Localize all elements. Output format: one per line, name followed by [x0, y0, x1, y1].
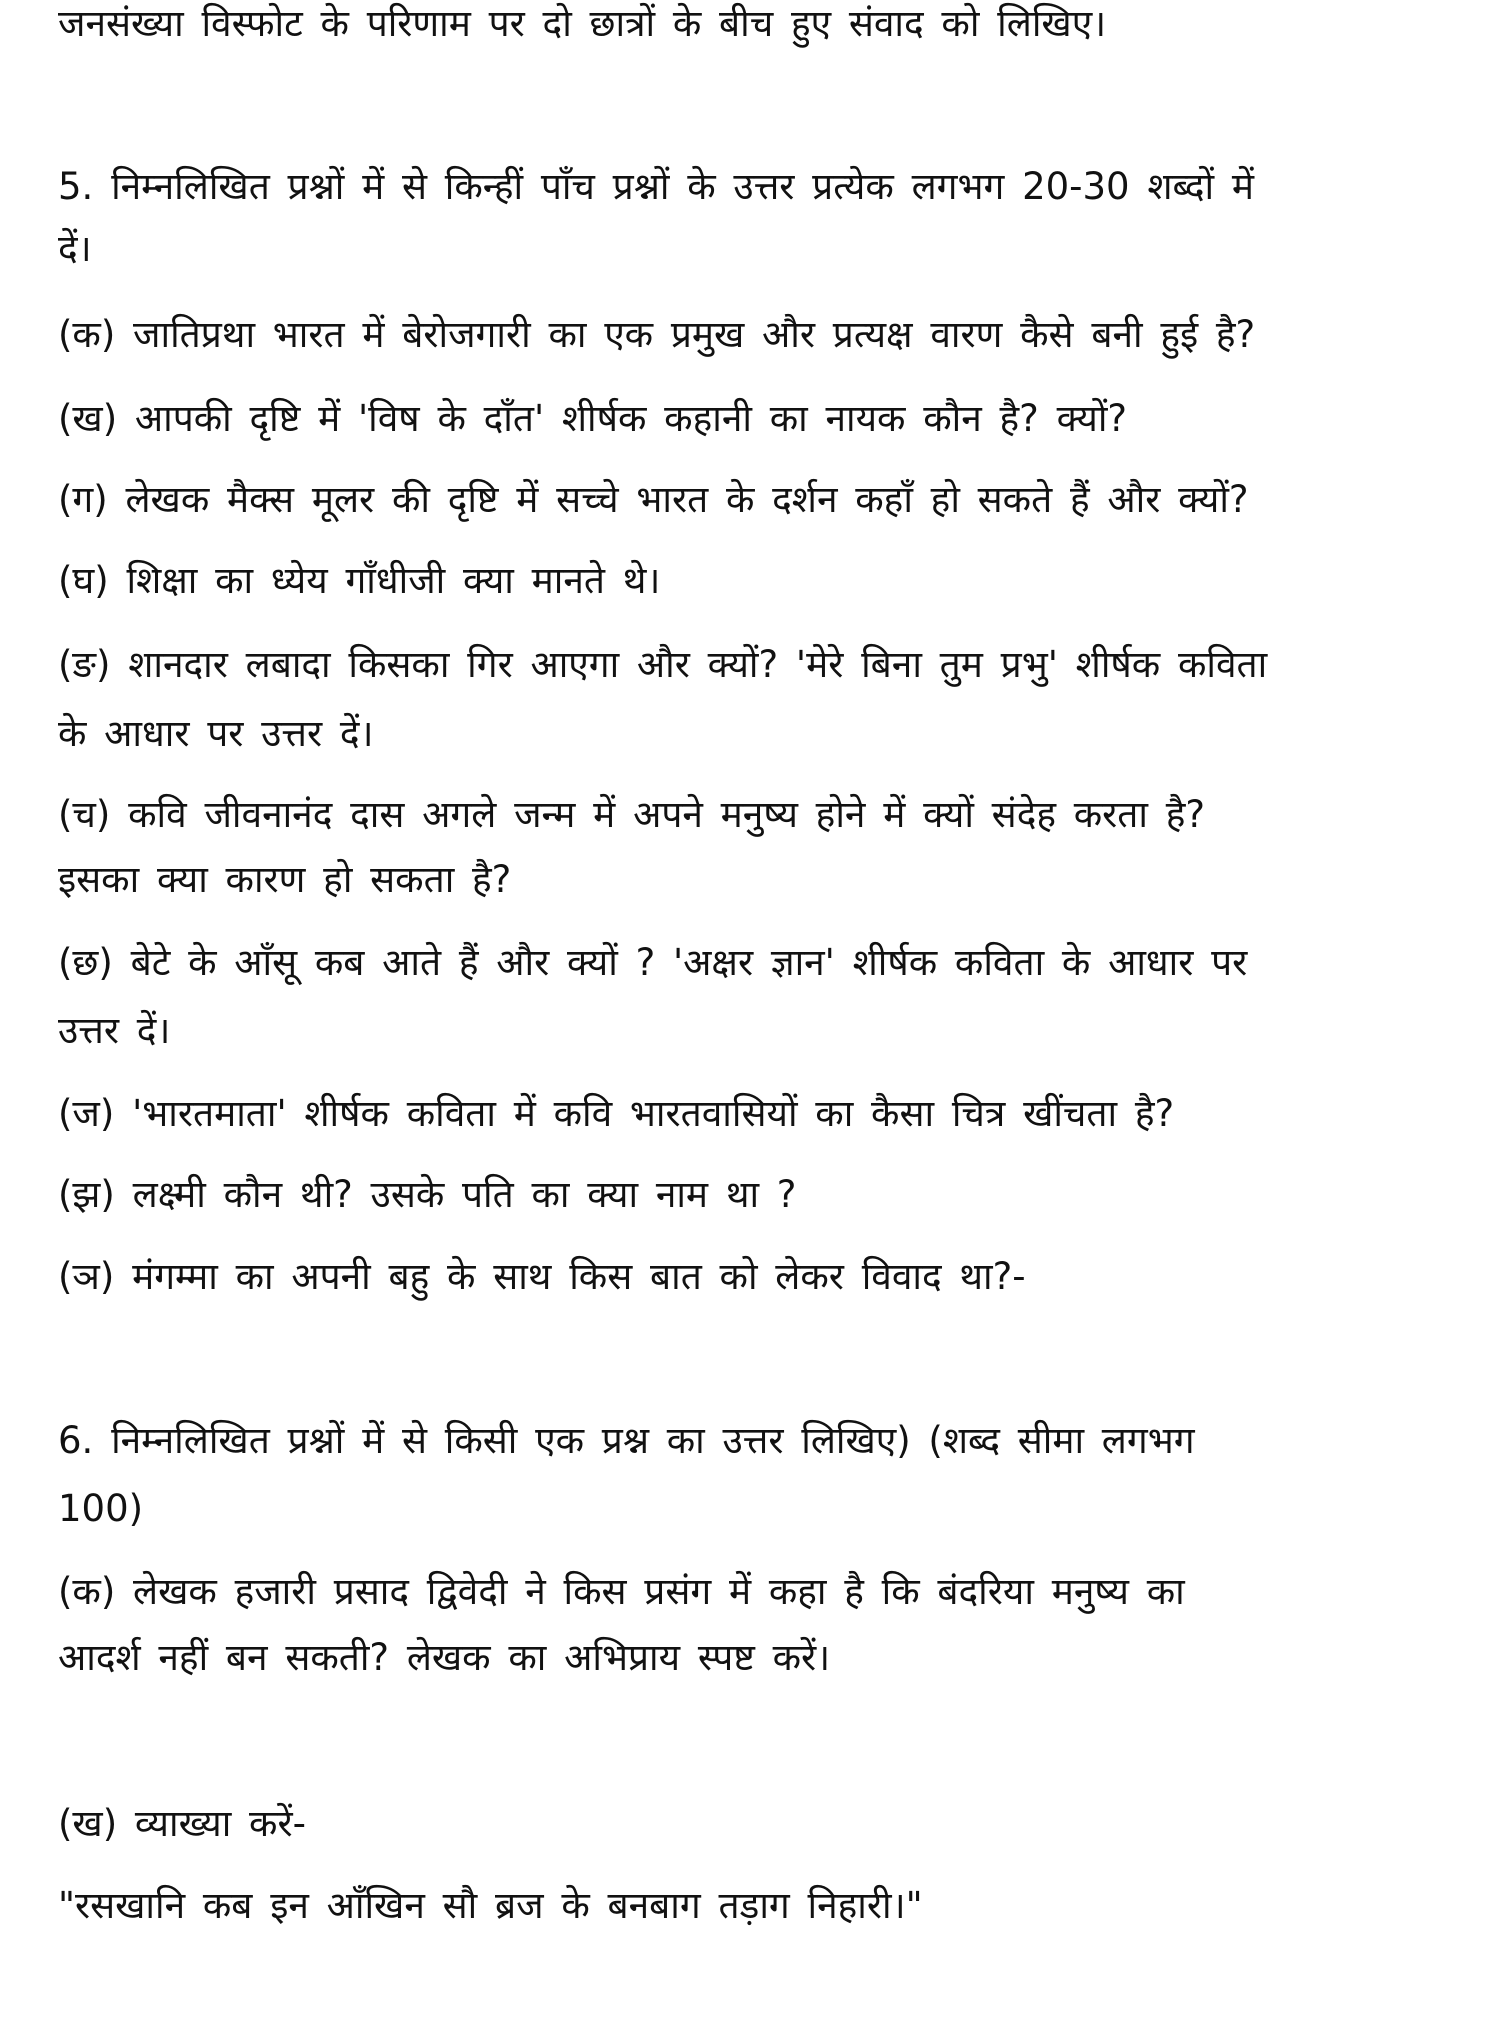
question-6-heading: 6. निम्नलिखित प्रश्नों में से किसी एक प्रश्न का उत्तर लिखिए) (शब्द सीमा लगभग [58, 1419, 1195, 1462]
question-6-ka: (क) लेखक हजारी प्रसाद द्विवेदी ने किस प्रसंग में कहा है कि बंदरिया मनुष्य का [58, 1570, 1185, 1613]
question-5-heading: 5. निम्नलिखित प्रश्नों में से किन्हीं पाँच प्रश्नों के उत्तर प्रत्येक लगभग 20-30 शब्दों में [58, 165, 1254, 208]
question-5-chha: (छ) बेटे के आँसू कब आते हैं और क्यों ? 'अक्षर ज्ञान' शीर्षक कविता के आधार पर [58, 941, 1248, 984]
text-line: उत्तर दें। [58, 1009, 171, 1052]
question-5-cha: (च) कवि जीवनानंद दास अगले जन्म में अपने मनुष्य होने में क्यों संदेह करता है? [58, 793, 1206, 836]
text-line: दें। [58, 227, 92, 270]
text-line: आदर्श नहीं बन सकती? लेखक का अभिप्राय स्पष्ट करें। [58, 1636, 831, 1679]
question-5-nga: (ङ) शानदार लबादा किसका गिर आएगा और क्यों? 'मेरे बिना तुम प्रभु' शीर्षक कविता [58, 643, 1268, 686]
text-line: इसका क्या कारण हो सकता है? [58, 858, 512, 901]
question-5-ja: (ज) 'भारतमाता' शीर्षक कविता में कवि भारतवासियों का कैसा चित्र खींचता है? [58, 1092, 1175, 1135]
question-5-jha: (झ) लक्ष्मी कौन थी? उसके पति का क्या नाम था ? [58, 1173, 797, 1216]
question-6-kha: (ख) व्याख्या करें- [58, 1802, 306, 1845]
text-line: जनसंख्या विस्फोट के परिणाम पर दो छात्रों के बीच हुए संवाद को लिखिए। [58, 2, 1107, 45]
text-line: के आधार पर उत्तर दें। [58, 712, 374, 755]
text-line: 100) [58, 1487, 144, 1530]
question-5-kha: (ख) आपकी दृष्टि में 'विष के दाँत' शीर्षक कहानी का नायक कौन है? क्यों? [58, 397, 1128, 440]
quoted-verse: "रसखानि कब इन आँखिन सौ ब्रज के बनबाग तड़ाग निहारी।" [58, 1884, 923, 1927]
question-5-ka: (क) जातिप्रथा भारत में बेरोजगारी का एक प्रमुख और प्रत्यक्ष वारण कैसे बनी हुई है? [58, 313, 1256, 356]
question-5-gha: (घ) शिक्षा का ध्येय गाँधीजी क्या मानते थे। [58, 559, 661, 602]
question-5-ga: (ग) लेखक मैक्स मूलर की दृष्टि में सच्चे भारत के दर्शन कहाँ हो सकते हैं और क्यों? [58, 478, 1249, 521]
question-5-nya: (ञ) मंगम्मा का अपनी बहु के साथ किस बात को लेकर विवाद था?- [58, 1255, 1026, 1298]
